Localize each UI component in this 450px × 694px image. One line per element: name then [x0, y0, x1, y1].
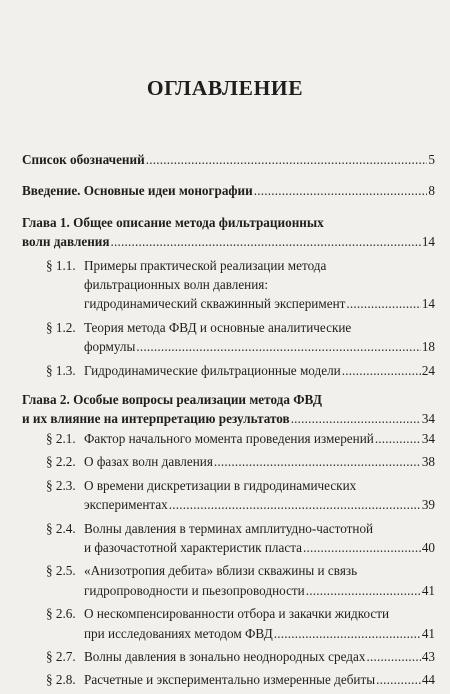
- page-number: 43: [421, 648, 435, 664]
- entry-title-line-2: при исследованиях методом ФВД: [84, 625, 273, 641]
- dot-leader: [306, 581, 421, 600]
- toc-entry-section-2-2[interactable]: [22, 452, 435, 471]
- entry-title-line-2: и их влияние на интерпретацию результатов: [22, 411, 290, 427]
- dot-leader: [375, 429, 421, 448]
- table-of-contents: [22, 150, 435, 690]
- entry-title-line-3: гидродинамический скважинный эксперимент: [84, 296, 346, 312]
- section-number: § 2.8.: [46, 672, 76, 688]
- toc-entry-section-2-7[interactable]: [22, 647, 435, 666]
- entry-title-line-2: формулы: [84, 339, 136, 355]
- toc-entry-section-1-3[interactable]: [22, 361, 435, 380]
- dot-leader: [254, 181, 428, 200]
- dot-leader: [366, 647, 420, 666]
- section-number: § 2.1.: [46, 430, 76, 446]
- entry-title-line-1: О нескомпенсированности отбора и закачки жидкости: [84, 606, 390, 622]
- section-number: § 2.2.: [46, 454, 76, 470]
- entry-title-line-2: гидропроводности и пьезопроводности: [84, 582, 305, 598]
- toc-entry-section-2-8[interactable]: [22, 670, 435, 689]
- toc-entry-section-2-4[interactable]: [22, 519, 435, 558]
- page-number: 41: [421, 582, 435, 598]
- entry-title-line-2: волн давления: [22, 234, 110, 250]
- page-number: 38: [421, 454, 435, 470]
- toc-entry-chapter-2[interactable]: [22, 390, 435, 429]
- toc-entry-section-2-6[interactable]: [22, 604, 435, 643]
- section-number: § 2.5.: [46, 563, 76, 579]
- page-number: 41: [421, 625, 435, 641]
- toc-entry-introduction[interactable]: [22, 181, 435, 200]
- entry-title-line-2: и фазочастотной характеристик пласта: [84, 539, 302, 555]
- toc-entry-abbreviations[interactable]: [22, 150, 435, 169]
- toc-entry-section-2-5[interactable]: [22, 561, 435, 600]
- page-number: 44: [421, 672, 435, 688]
- page-number: 8: [428, 183, 435, 199]
- dot-leader: [291, 409, 421, 428]
- toc-entry-section-1-2[interactable]: [22, 318, 435, 357]
- entry-title-line-1: «Анизотропия дебита» вблизи скважины и связь: [84, 563, 358, 579]
- section-number: § 1.2.: [46, 319, 76, 335]
- page-number: 18: [421, 339, 435, 355]
- section-number: § 1.1.: [46, 257, 76, 273]
- section-number: § 2.6.: [46, 606, 76, 622]
- page-number: 24: [421, 362, 435, 378]
- page-number: 14: [421, 234, 435, 250]
- section-number: § 2.3.: [46, 477, 76, 493]
- entry-title-line-1: Гидродинамические фильтрационные модели: [84, 362, 341, 378]
- entry-title-line-1: Глава 2. Особые вопросы реализации метода ФВД: [22, 392, 322, 408]
- dot-leader: [376, 670, 421, 689]
- dot-leader: [169, 495, 421, 514]
- entry-title-line-1: Глава 1. Общее описание метода фильтрационных: [22, 214, 324, 230]
- entry-title-line-2: экспериментах: [84, 497, 168, 513]
- page-number: 39: [421, 497, 435, 513]
- dot-leader: [303, 538, 421, 557]
- dot-leader: [214, 452, 421, 471]
- entry-title-line-1: Теория метода ФВД и основные аналитические: [84, 319, 352, 335]
- page-number: 40: [421, 539, 435, 555]
- dot-leader: [342, 361, 421, 380]
- toc-entry-section-1-1[interactable]: [22, 256, 435, 314]
- entry-title-line-1: О времени дискретизации в гидродинамических: [84, 477, 357, 493]
- page-number: 5: [428, 152, 435, 167]
- section-number: § 1.3.: [46, 362, 76, 378]
- entry-title: Введение. Основные идеи монографии: [22, 183, 253, 199]
- section-number: § 2.4.: [46, 520, 76, 536]
- toc-entry-section-2-3[interactable]: [22, 476, 435, 515]
- dot-leader: [346, 294, 420, 313]
- dot-leader: [146, 150, 428, 169]
- entry-title-line-1: Волны давления в зонально неоднородных средах: [84, 648, 366, 664]
- page-title: ОГЛАВЛЕНИЕ: [146, 76, 304, 100]
- entry-title-line-1: Примеры практической реализации метода: [84, 257, 327, 273]
- dot-leader: [136, 337, 420, 356]
- page-number: 34: [421, 430, 435, 446]
- entry-title-line-1: Расчетные и экспериментально измеренные дебиты: [84, 672, 376, 688]
- toc-entry-section-2-1[interactable]: [22, 429, 435, 448]
- entry-title-line-2: фильтрационных волн давления:: [84, 277, 269, 293]
- dot-leader: [111, 232, 421, 251]
- dot-leader: [274, 624, 421, 643]
- toc-entry-chapter-1[interactable]: [22, 213, 435, 252]
- entry-title-line-1: Фактор начального момента проведения измерений: [84, 430, 374, 446]
- entry-title-line-1: Волны давления в терминах амплитудно-частотной: [84, 520, 374, 536]
- page-number: 14: [421, 296, 435, 312]
- section-number: § 2.7.: [46, 648, 76, 664]
- page-number: 34: [421, 411, 435, 427]
- entry-title: Список обозначений: [22, 152, 145, 167]
- entry-title-line-1: О фазах волн давления: [84, 454, 213, 470]
